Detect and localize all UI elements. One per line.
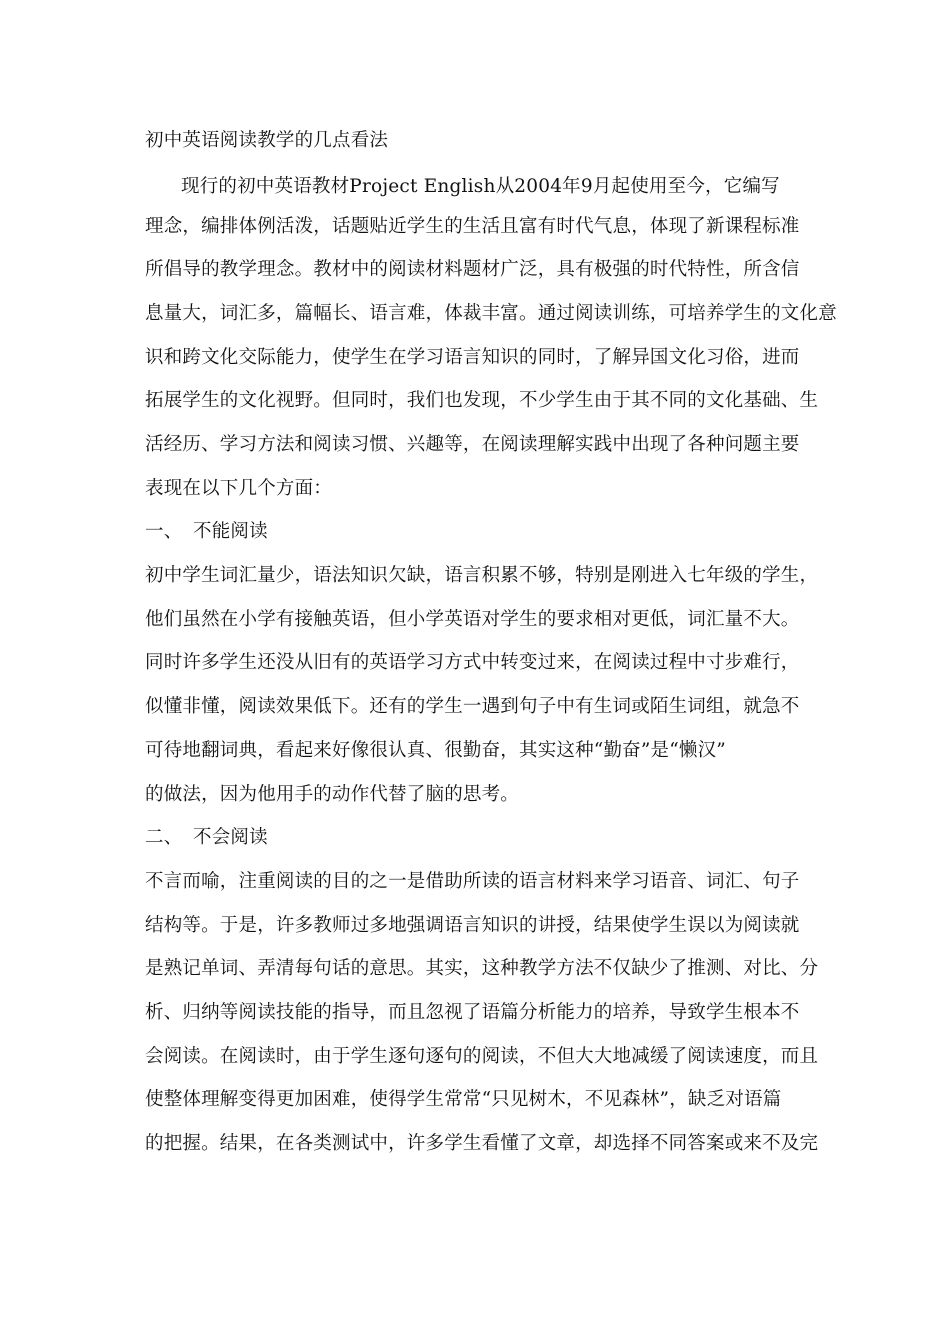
paragraph-line: 同时许多学生还没从旧有的英语学习方式中转变过来，在阅读过程中寸步难行， (145, 652, 800, 673)
paragraph-line: 拓展学生的文化视野。但同时，我们也发现，不少学生由于其不同的文化基础、生 (145, 390, 819, 411)
document-title: 初中英语阅读教学的几点看法 (145, 130, 389, 151)
paragraph-line: 不言而喻，注重阅读的目的之一是借助所读的语言材料来学习语音、词汇、句子 (145, 871, 800, 892)
section-heading (145, 519, 815, 545)
paragraph-line: 可待地翻词典，看起来好像很认真、很勤奋，其实这种“勤奋”是“懒汉” (145, 740, 726, 761)
paragraph-line: 使整体理解变得更加困难，使得学生常常“只见树木，不见森林”，缺乏对语篇 (145, 1089, 782, 1110)
paragraph-line: 所倡导的教学理念。教材中的阅读材料题材广泛，具有极强的时代特性，所含信 (145, 259, 800, 280)
paragraph-line: 现行的初中英语教材Project English从2004年9月起使用至今，它编写 (181, 176, 780, 197)
section-number: 一、 (145, 521, 183, 542)
paragraph-line: 理念，编排体例活泼，话题贴近学生的生活且富有时代气息，体现了新课程标准 (145, 216, 800, 237)
section-number: 二、 (145, 827, 183, 848)
paragraph-line: 的把握。结果，在各类测试中，许多学生看懂了文章，却选择不同答案或来不及完 (145, 1133, 819, 1154)
section-title: 不能阅读 (193, 521, 268, 542)
paragraph-line: 识和跨文化交际能力，使学生在学习语言知识的同时，了解异国文化习俗，进而 (145, 347, 800, 368)
paragraph-line: 析、归纳等阅读技能的指导，而且忽视了语篇分析能力的培养，导致学生根本不 (145, 1002, 800, 1023)
paragraph-line: 结构等。于是，许多教师过多地强调语言知识的讲授，结果使学生误以为阅读就 (145, 915, 800, 936)
paragraph-line: 初中学生词汇量少，语法知识欠缺，语言积累不够，特别是刚进入七年级的学生， (145, 565, 819, 586)
paragraph-line: 是熟记单词、弄清每句话的意思。其实，这种教学方法不仅缺少了推测、对比、分 (145, 958, 819, 979)
section-heading (145, 825, 815, 851)
paragraph-line: 的做法，因为他用手的动作代替了脑的思考。 (145, 784, 520, 805)
paragraph-line: 活经历、学习方法和阅读习惯、兴趣等，在阅读理解实践中出现了各种问题主要 (145, 434, 800, 455)
section-title: 不会阅读 (193, 827, 268, 848)
paragraph-line: 似懂非懂，阅读效果低下。还有的学生一遇到句子中有生词或陌生词组，就急不 (145, 696, 800, 717)
paragraph-line: 会阅读。在阅读时，由于学生逐句逐句的阅读，不但大大地减缓了阅读速度，而且 (145, 1046, 819, 1067)
paragraph-line: 表现在以下几个方面： (145, 478, 333, 499)
paragraph-line: 息量大，词汇多，篇幅长、语言难，体裁丰富。通过阅读训练，可培养学生的文化意 (145, 303, 837, 324)
paragraph-line: 他们虽然在小学有接触英语，但小学英语对学生的要求相对更低，词汇量不大。 (145, 609, 800, 630)
